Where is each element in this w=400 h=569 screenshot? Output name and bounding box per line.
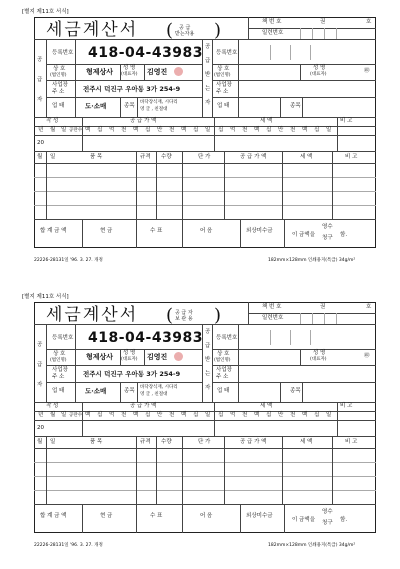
invoice-title: 세금계산서 xyxy=(46,20,139,40)
book-no-label: 책 번 호 xyxy=(262,304,282,310)
number-unit: 호 xyxy=(366,304,372,310)
supplier-name: 형제상사 xyxy=(86,353,114,361)
items-note-header: 비 고 xyxy=(345,154,358,160)
buyer-side-3: 받 xyxy=(205,357,211,363)
tax-digit: 백 xyxy=(302,127,308,133)
cash-label: 현 금 xyxy=(100,228,113,234)
buyer-addr-label2: 주 소 xyxy=(216,89,229,95)
summary-supply-header: 공 급 가 액 xyxy=(130,403,157,409)
supplier-biz-type: 도·소매 xyxy=(85,387,107,395)
supplier-name-label: 상 호 xyxy=(53,66,66,72)
tax-digit: 일 xyxy=(326,127,332,133)
tax-digit: 십 xyxy=(314,412,320,418)
promissory-note-label: 어 음 xyxy=(200,228,213,234)
summary-date-header: 작 성 xyxy=(46,118,59,124)
receipt-option-claim: 청구 xyxy=(322,235,333,241)
copy-type-label: 공 급 자 보 관 용 xyxy=(175,310,193,322)
supplier-address: 전주시 덕진구 우아동 3가 254-9 xyxy=(83,370,181,378)
cash-label: 현 금 xyxy=(100,513,113,519)
supplier-address: 전주시 덕진구 우아동 3가 254-9 xyxy=(83,85,181,93)
digit-month: 월 xyxy=(50,412,56,418)
tax-digit: 백 xyxy=(302,412,308,418)
buyer-side-4: 는 xyxy=(205,86,211,92)
promissory-note-label: 어 음 xyxy=(200,513,213,519)
items-day-header: 일 xyxy=(50,154,56,160)
supplier-addr-label: 사업장 xyxy=(52,82,68,88)
supplier-rep: 김영진 xyxy=(147,353,168,361)
items-tax-header: 세 액 xyxy=(300,154,313,160)
digit-year: 년 xyxy=(38,127,44,133)
supply-digit: 십 xyxy=(145,127,151,133)
buyer-side-5: 자 xyxy=(205,385,211,391)
tax-digit: 일 xyxy=(326,412,332,418)
paren-left: ( xyxy=(166,305,174,326)
supplier-addr-label2: 주 소 xyxy=(52,89,65,95)
summary-tax-header: 세 액 xyxy=(260,403,273,409)
tax-digit: 십 xyxy=(266,412,272,418)
summary-date-header: 작 성 xyxy=(46,403,59,409)
buyer-name-label: 상 호 xyxy=(217,351,230,357)
supplier-side-3: 자 xyxy=(37,382,43,388)
items-spec-header: 규격 xyxy=(140,439,151,445)
supply-digit: 일 xyxy=(205,127,211,133)
year-prefix: 20 xyxy=(37,425,44,431)
buyer-item-label: 종목 xyxy=(290,388,301,394)
footer-left: 22226-28131일 '96. 3. 27. 개정 xyxy=(34,543,103,548)
volume-unit: 권 xyxy=(320,304,326,310)
supply-digit: 백 xyxy=(85,412,91,418)
supplier-addr-label2: 주 소 xyxy=(52,374,65,380)
items-supply-header: 공 급 가 액 xyxy=(240,439,267,445)
supply-digit: 백 xyxy=(133,127,139,133)
items-price-header: 단 가 xyxy=(198,439,211,445)
buyer-side-2: 급 xyxy=(205,58,211,64)
supplier-addr-label: 사업장 xyxy=(52,367,68,373)
supply-digit: 억 xyxy=(109,412,115,418)
buyer-rep-label: 성 명 xyxy=(313,65,326,71)
digit-year: 년 xyxy=(38,412,44,418)
buyer-name-sub: (법인명) xyxy=(214,73,231,78)
supplier-item-2: 영 글 , 친절대 xyxy=(140,392,168,397)
book-no-label: 책 번 호 xyxy=(262,19,282,25)
receipt-suffix: 함. xyxy=(340,517,348,523)
items-qty-header: 수량 xyxy=(161,154,172,160)
supply-digit: 십 xyxy=(193,412,199,418)
form-tag: [별지 제11호 서식] xyxy=(22,294,69,300)
tax-digit: 백 xyxy=(254,127,260,133)
buyer-name-sub: (법인명) xyxy=(214,358,231,363)
copy-type-label: 공 급 받는자용 xyxy=(175,25,195,37)
items-note-header: 비 고 xyxy=(345,439,358,445)
summary-note-header: 비 고 xyxy=(340,118,353,124)
supplier-reg-no: 418-04-43983 xyxy=(88,45,204,61)
digit-day: 일 xyxy=(61,127,67,133)
red-seal-stamp xyxy=(174,67,183,76)
supplier-item-1: 바닥장식재, 시다리 xyxy=(140,100,178,105)
buyer-side-5: 자 xyxy=(205,100,211,106)
supplier-reg-label: 등록번호 xyxy=(52,50,74,56)
supply-digit: 천 xyxy=(169,127,175,133)
buyer-biz-type-label: 업 태 xyxy=(217,103,230,109)
year-prefix: 20 xyxy=(37,140,44,146)
paren-left: ( xyxy=(166,20,174,41)
supply-digit: 십 xyxy=(193,127,199,133)
supplier-biz-type: 도·소매 xyxy=(85,102,107,110)
serial-no-label: 일련번호 xyxy=(262,315,284,321)
supplier-rep-sub: (대표자) xyxy=(121,357,138,362)
items-month-header: 월 xyxy=(37,154,43,160)
buyer-addr-label2: 주 소 xyxy=(216,374,229,380)
supplier-item-2: 영 글 , 친절대 xyxy=(140,107,168,112)
supplier-reg-no: 418-04-43983 xyxy=(88,330,204,346)
receipt-option-receipt: 영수 xyxy=(322,509,333,515)
tax-invoice-recipient-copy xyxy=(0,0,400,284)
buyer-name-label: 상 호 xyxy=(217,66,230,72)
form-tag: [별지 제11호 서식] xyxy=(22,9,69,15)
buyer-rep-label: 성 명 xyxy=(313,350,326,356)
check-label: 수 표 xyxy=(150,513,163,519)
tax-digit: 만 xyxy=(278,412,284,418)
number-unit: 호 xyxy=(366,19,372,25)
supplier-item-1: 바닥장식재, 시다리 xyxy=(140,385,178,390)
buyer-side-1: 공 xyxy=(205,329,211,335)
supply-digit: 십 xyxy=(97,127,103,133)
buyer-addr-label: 사업장 xyxy=(216,367,232,373)
supplier-side-1: 공 xyxy=(37,342,43,348)
tax-digit: 천 xyxy=(290,127,296,133)
tax-digit: 백 xyxy=(254,412,260,418)
supplier-side-1: 공 xyxy=(37,57,43,63)
buyer-biz-type-label: 업 태 xyxy=(217,388,230,394)
items-tax-header: 세 액 xyxy=(300,439,313,445)
receipt-prefix: 이 금액을 xyxy=(292,232,316,238)
items-month-header: 월 xyxy=(37,439,43,445)
supplier-side-2: 급 xyxy=(37,362,43,368)
items-price-header: 단 가 xyxy=(198,154,211,160)
receipt-option-claim: 청구 xyxy=(322,520,333,526)
supplier-side-3: 자 xyxy=(37,97,43,103)
paren-right: ) xyxy=(214,305,222,326)
buyer-seal: ㊞ xyxy=(364,68,370,74)
supplier-rep: 김영진 xyxy=(147,68,168,76)
buyer-seal: ㊞ xyxy=(364,353,370,359)
items-item-header: 품 목 xyxy=(90,154,103,160)
receipt-option-receipt: 영수 xyxy=(322,224,333,230)
footer-right: 182mm×128mm 인쇄용지(특급) 34g/m² xyxy=(268,543,356,548)
summary-note-header: 비 고 xyxy=(340,403,353,409)
volume-unit: 권 xyxy=(320,19,326,25)
credit-label: 외상미수금 xyxy=(246,513,273,519)
digit-blank: 공란수 xyxy=(69,128,83,133)
supplier-name-sub: (법인명) xyxy=(50,73,67,78)
supply-digit: 백 xyxy=(85,127,91,133)
supplier-biz-type-label: 업 태 xyxy=(52,103,65,109)
tax-digit: 십 xyxy=(218,127,224,133)
items-day-header: 일 xyxy=(50,439,56,445)
tax-digit: 십 xyxy=(218,412,224,418)
supplier-name-sub: (법인명) xyxy=(50,358,67,363)
supply-digit: 천 xyxy=(169,412,175,418)
receipt-suffix: 함. xyxy=(340,232,348,238)
buyer-rep-sub: (대표자) xyxy=(310,357,327,362)
invoice-title: 세금계산서 xyxy=(46,305,139,325)
supplier-side-2: 급 xyxy=(37,77,43,83)
supply-digit: 십 xyxy=(145,412,151,418)
items-item-header: 품 목 xyxy=(90,439,103,445)
red-seal-stamp xyxy=(174,352,183,361)
supplier-rep-label: 성 명 xyxy=(123,350,136,356)
footer-right: 182mm×128mm 인쇄용지(특급) 34g/m² xyxy=(268,258,356,263)
items-spec-header: 규격 xyxy=(140,154,151,160)
digit-blank: 공란수 xyxy=(69,413,83,418)
supplier-rep-label: 성 명 xyxy=(123,65,136,71)
supply-digit: 천 xyxy=(121,127,127,133)
check-label: 수 표 xyxy=(150,228,163,234)
tax-digit: 억 xyxy=(230,127,236,133)
receipt-prefix: 이 금액을 xyxy=(292,517,316,523)
paren-right: ) xyxy=(214,20,222,41)
supplier-name-label: 상 호 xyxy=(53,351,66,357)
tax-invoice-supplier-copy xyxy=(0,285,400,569)
tax-digit: 십 xyxy=(314,127,320,133)
supply-digit: 만 xyxy=(157,412,163,418)
digit-day: 일 xyxy=(61,412,67,418)
supply-digit: 천 xyxy=(121,412,127,418)
items-qty-header: 수량 xyxy=(161,439,172,445)
supply-digit: 만 xyxy=(157,127,163,133)
buyer-side-3: 받 xyxy=(205,72,211,78)
buyer-rep-sub: (대표자) xyxy=(310,72,327,77)
supply-digit: 일 xyxy=(205,412,211,418)
tax-digit: 십 xyxy=(266,127,272,133)
buyer-reg-label: 등록번호 xyxy=(216,50,238,56)
footer-left: 22226-28131일 '96. 3. 27. 개정 xyxy=(34,258,103,263)
total-label: 합 계 금 액 xyxy=(40,228,67,234)
total-label: 합 계 금 액 xyxy=(40,513,67,519)
digit-month: 월 xyxy=(50,127,56,133)
supplier-item-label: 종목 xyxy=(124,388,135,394)
supplier-biz-type-label: 업 태 xyxy=(52,388,65,394)
supply-digit: 억 xyxy=(109,127,115,133)
items-supply-header: 공 급 가 액 xyxy=(240,154,267,160)
supply-digit: 백 xyxy=(181,127,187,133)
supply-digit: 십 xyxy=(97,412,103,418)
tax-digit: 천 xyxy=(242,127,248,133)
credit-label: 외상미수금 xyxy=(246,228,273,234)
buyer-addr-label: 사업장 xyxy=(216,82,232,88)
buyer-side-2: 급 xyxy=(205,343,211,349)
supplier-reg-label: 등록번호 xyxy=(52,335,74,341)
supplier-item-label: 종목 xyxy=(124,103,135,109)
tax-digit: 만 xyxy=(278,127,284,133)
summary-tax-header: 세 액 xyxy=(260,118,273,124)
supply-digit: 백 xyxy=(181,412,187,418)
supply-digit: 백 xyxy=(133,412,139,418)
buyer-side-1: 공 xyxy=(205,44,211,50)
tax-digit: 천 xyxy=(290,412,296,418)
supplier-name: 형제상사 xyxy=(86,68,114,76)
summary-supply-header: 공 급 가 액 xyxy=(130,118,157,124)
buyer-side-4: 는 xyxy=(205,371,211,377)
buyer-item-label: 종목 xyxy=(290,103,301,109)
tax-digit: 천 xyxy=(242,412,248,418)
supplier-rep-sub: (대표자) xyxy=(121,72,138,77)
buyer-reg-label: 등록번호 xyxy=(216,335,238,341)
tax-digit: 억 xyxy=(230,412,236,418)
serial-no-label: 일련번호 xyxy=(262,30,284,36)
